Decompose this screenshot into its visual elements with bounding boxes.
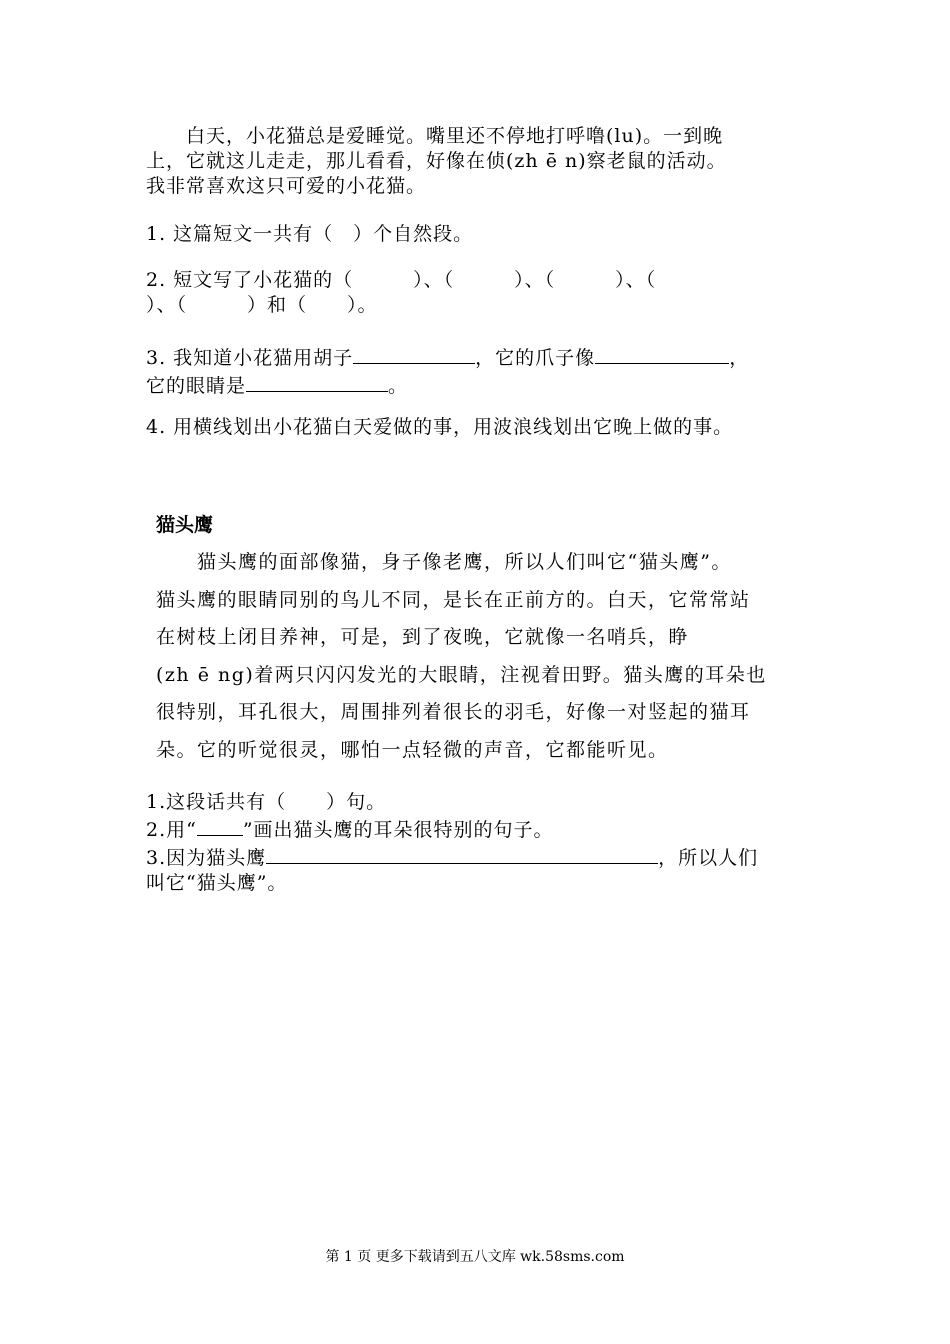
question-text-segment: 3. 我知道小花猫用胡子 — [146, 347, 354, 369]
question-text: 1. 这篇短文一共有（ ）个自然段。 — [146, 223, 474, 245]
question-text-segment: ，所以人们 — [658, 847, 759, 869]
question-text-line2: ）、（ ）和（ ）。 — [146, 294, 378, 316]
answer-blank — [246, 371, 388, 392]
answer-blank — [353, 343, 475, 364]
question-text-segment: 。 — [388, 375, 409, 397]
question-text-segment: ，它的爪子像 — [475, 347, 596, 369]
question-3-fill-reason — [146, 843, 816, 871]
question-2-kitten-features — [146, 268, 816, 318]
question-2-underline-sentence — [146, 815, 816, 843]
question-1-sentence-count: 1.这段话共有（ ）句。 — [146, 791, 387, 813]
passage-line: 上，它就这儿走走，那儿看看，好像在侦(zh ē n)察老鼠的活动。 — [146, 150, 727, 172]
question-text-segment: 3.因为猫头鹰 — [146, 847, 267, 869]
question-text-segment: 它的眼睛是 — [146, 375, 247, 397]
question-text-segment: ”画出猫头鹰的耳朵很特别的句子。 — [242, 819, 554, 841]
passage-owl — [156, 544, 816, 769]
question-text: 4. 用横线划出小花猫白天爱做的事，用波浪线划出它晚上做的事。 — [146, 416, 734, 438]
question-text-line1: 2. 短文写了小花猫的（ ）、（ ）、（ ）、（ — [146, 269, 657, 291]
question-3-fill-blanks — [146, 343, 816, 399]
passage-line: 猫头鹰的眼睛同别的鸟儿不同，是长在正前方的。白天，它常常站 — [156, 588, 751, 611]
passage-kitten — [146, 124, 816, 199]
question-4-underline — [146, 415, 816, 440]
passage-line: 白天，小花猫总是爱睡觉。嘴里还不停地打呼噜(lu)。一到晚 — [146, 125, 724, 147]
passage-line: 我非常喜欢这只可爱的小花猫。 — [146, 175, 427, 197]
passage-title: 猫头鹰 — [156, 514, 214, 536]
owl-questions — [146, 790, 816, 896]
answer-blank — [266, 843, 658, 864]
question-text-segment: 2.用“ — [146, 819, 197, 841]
question-1-paragraph-count — [146, 222, 816, 247]
answer-blank — [197, 815, 243, 836]
passage-line: 很特别，耳孔很大，周围排列着很长的羽毛，好像一对竖起的猫耳 — [156, 701, 751, 723]
page-footer: 第 1 页 更多下载请到五八文库 wk.58sms.com — [325, 1249, 625, 1265]
passage-line: 猫头鹰的面部像猫，身子像老鹰，所以人们叫它“猫头鹰”。 — [156, 551, 732, 573]
passage-line: 在树枝上闭目养神，可是，到了夜晚，它就像一名哨兵，睁 — [156, 626, 690, 648]
passage-line: 朵。它的听觉很灵，哪怕一点轻微的声音，它都能听见。 — [156, 738, 669, 761]
question-text-line1 — [146, 343, 816, 371]
passage-line: (zh ē ng)着两只闪闪发光的大眼睛，注视着田野。猫头鹰的耳朵也 — [156, 663, 767, 686]
question-text-segment: ， — [729, 347, 750, 369]
question-3-line2: 叫它“猫头鹰”。 — [146, 872, 288, 894]
question-text-line2 — [146, 371, 816, 399]
answer-blank — [595, 343, 729, 364]
